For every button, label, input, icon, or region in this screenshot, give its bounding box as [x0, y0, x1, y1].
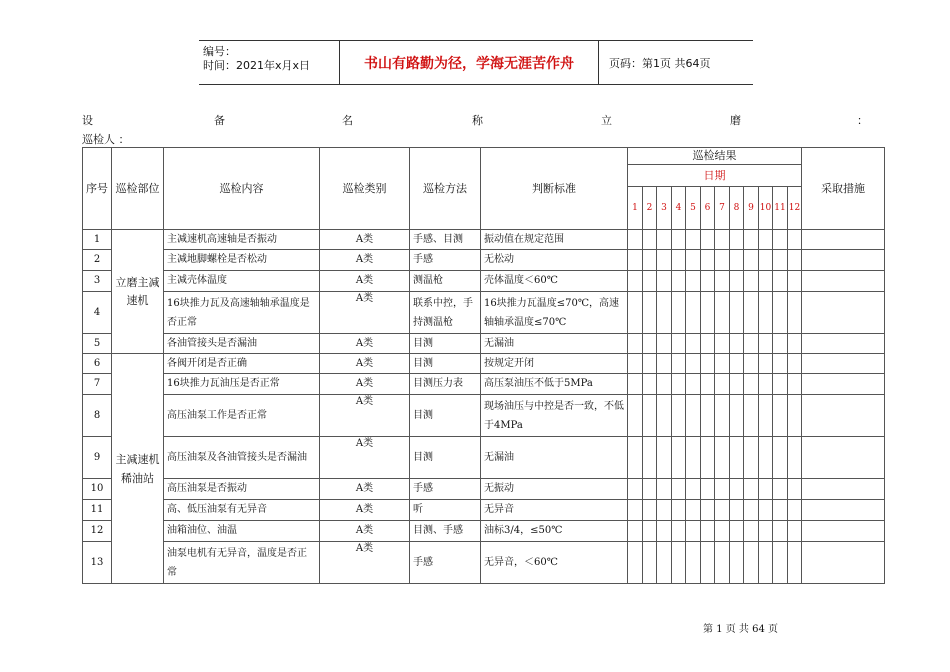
check-cell[interactable]: [686, 542, 701, 584]
check-cell[interactable]: [788, 374, 802, 395]
check-cell[interactable]: [628, 292, 643, 334]
check-cell[interactable]: [686, 271, 701, 292]
row-category: A类: [320, 250, 410, 271]
measures-cell[interactable]: [802, 271, 885, 292]
check-cell[interactable]: [788, 521, 802, 542]
measures-cell[interactable]: [802, 521, 885, 542]
check-cell[interactable]: [701, 271, 715, 292]
check-cell[interactable]: [672, 437, 686, 479]
table-row: [83, 250, 885, 271]
check-cell[interactable]: [730, 374, 744, 395]
header-category: 巡检类别: [320, 148, 410, 230]
date-number: 3: [657, 187, 672, 230]
measures-cell[interactable]: [802, 479, 885, 500]
title-char: ：: [857, 114, 868, 127]
check-cell[interactable]: [715, 250, 730, 271]
check-cell[interactable]: [759, 334, 773, 354]
measures-cell[interactable]: [802, 437, 885, 479]
check-cell[interactable]: [628, 395, 643, 437]
date-number: 5: [686, 187, 701, 230]
check-cell[interactable]: [715, 521, 730, 542]
check-cell[interactable]: [730, 479, 744, 500]
check-cell[interactable]: [773, 271, 788, 292]
check-cell[interactable]: [686, 437, 701, 479]
row-seq: 5: [83, 334, 112, 354]
measures-cell[interactable]: [802, 395, 885, 437]
date-number: 9: [744, 187, 759, 230]
check-cell[interactable]: [701, 334, 715, 354]
check-cell[interactable]: [701, 230, 715, 250]
date-number: 10: [759, 187, 773, 230]
check-cell[interactable]: [788, 271, 802, 292]
check-cell[interactable]: [672, 292, 686, 334]
inspection-table: [82, 147, 885, 584]
check-cell[interactable]: [701, 521, 715, 542]
check-cell[interactable]: [744, 374, 759, 395]
check-cell[interactable]: [643, 292, 657, 334]
check-cell[interactable]: [628, 271, 643, 292]
check-cell[interactable]: [628, 437, 643, 479]
title-char: 磨: [730, 114, 741, 127]
table-row: [83, 542, 885, 584]
title-char: 立: [601, 114, 612, 127]
check-cell[interactable]: [628, 542, 643, 584]
row-category: A类: [320, 395, 410, 437]
date-number: 6: [701, 187, 715, 230]
check-cell[interactable]: [686, 292, 701, 334]
header-measures: 采取措施: [802, 148, 885, 230]
check-cell[interactable]: [773, 230, 788, 250]
check-cell[interactable]: [628, 374, 643, 395]
check-cell[interactable]: [672, 500, 686, 521]
header-part: 巡检部位: [112, 148, 164, 230]
check-cell[interactable]: [744, 230, 759, 250]
check-cell[interactable]: [759, 479, 773, 500]
row-content: 各阀开闭是否正确: [164, 354, 320, 374]
check-cell[interactable]: [730, 250, 744, 271]
check-cell[interactable]: [657, 250, 672, 271]
inspector-label: 巡检人 ：: [82, 133, 130, 146]
check-cell[interactable]: [672, 230, 686, 250]
check-cell[interactable]: [643, 271, 657, 292]
row-method: 目测、手感: [410, 521, 481, 542]
check-cell[interactable]: [788, 334, 802, 354]
row-content: 高压油泵工作是否正常: [164, 395, 320, 437]
measures-cell[interactable]: [802, 354, 885, 374]
check-cell[interactable]: [773, 500, 788, 521]
check-cell[interactable]: [744, 479, 759, 500]
check-cell[interactable]: [773, 542, 788, 584]
header-result: 巡检结果: [628, 148, 802, 165]
row-category: A类: [320, 437, 410, 479]
check-cell[interactable]: [701, 292, 715, 334]
check-cell[interactable]: [788, 542, 802, 584]
check-cell[interactable]: [686, 374, 701, 395]
check-cell[interactable]: [643, 500, 657, 521]
measures-cell[interactable]: [802, 250, 885, 271]
row-content: 高压油泵是否振动: [164, 479, 320, 500]
check-cell[interactable]: [773, 479, 788, 500]
row-seq: 10: [83, 479, 112, 500]
row-category: A类: [320, 542, 410, 584]
row-content: 16块推力瓦油压是否正常: [164, 374, 320, 395]
title-char: 备: [214, 114, 225, 127]
check-cell[interactable]: [643, 395, 657, 437]
check-cell[interactable]: [730, 271, 744, 292]
row-category: A类: [320, 374, 410, 395]
check-cell[interactable]: [730, 542, 744, 584]
table-row: [83, 334, 885, 354]
check-cell[interactable]: [788, 250, 802, 271]
page-footer: 第 1 页 共 64 页: [703, 624, 778, 635]
check-cell[interactable]: [672, 395, 686, 437]
check-cell[interactable]: [657, 437, 672, 479]
table-row: [83, 292, 885, 334]
row-standard: 壳体温度＜60℃: [481, 271, 628, 292]
check-cell[interactable]: [744, 250, 759, 271]
document-time-label: 时间：2021年x月x日: [203, 59, 311, 72]
check-cell[interactable]: [759, 395, 773, 437]
date-number: 8: [730, 187, 744, 230]
check-cell[interactable]: [672, 250, 686, 271]
table-row: [83, 395, 885, 437]
check-cell[interactable]: [628, 354, 643, 374]
check-cell[interactable]: [788, 437, 802, 479]
measures-cell[interactable]: [802, 334, 885, 354]
table-row: [83, 354, 885, 374]
row-seq: 3: [83, 271, 112, 292]
check-cell[interactable]: [715, 292, 730, 334]
row-seq: 13: [83, 542, 112, 584]
check-cell[interactable]: [759, 292, 773, 334]
check-cell[interactable]: [744, 437, 759, 479]
group-part: 立磨主减速机: [112, 230, 164, 354]
check-cell[interactable]: [686, 521, 701, 542]
date-number: 1: [628, 187, 643, 230]
row-content: 高、低压油泵有无异音: [164, 500, 320, 521]
row-category: A类: [320, 500, 410, 521]
row-method: 目测: [410, 354, 481, 374]
row-seq: 8: [83, 395, 112, 437]
check-cell[interactable]: [643, 437, 657, 479]
measures-cell[interactable]: [802, 374, 885, 395]
check-cell[interactable]: [788, 292, 802, 334]
check-cell[interactable]: [715, 374, 730, 395]
check-cell[interactable]: [715, 479, 730, 500]
check-cell[interactable]: [657, 542, 672, 584]
check-cell[interactable]: [715, 334, 730, 354]
row-category: A类: [320, 521, 410, 542]
row-standard: 现场油压与中控是否一致，不低于4MPa: [481, 395, 628, 437]
check-cell[interactable]: [773, 354, 788, 374]
row-seq: 1: [83, 230, 112, 250]
row-content: 油箱油位、油温: [164, 521, 320, 542]
table-row: [83, 437, 885, 479]
check-cell[interactable]: [701, 500, 715, 521]
check-cell[interactable]: [730, 292, 744, 334]
check-cell[interactable]: [643, 354, 657, 374]
row-method: 目测: [410, 334, 481, 354]
row-content: 主减速机高速轴是否振动: [164, 230, 320, 250]
check-cell[interactable]: [686, 230, 701, 250]
check-cell[interactable]: [672, 374, 686, 395]
check-cell[interactable]: [701, 374, 715, 395]
check-cell[interactable]: [701, 479, 715, 500]
row-method: 听: [410, 500, 481, 521]
check-cell[interactable]: [759, 542, 773, 584]
check-cell[interactable]: [788, 395, 802, 437]
check-cell[interactable]: [657, 374, 672, 395]
check-cell[interactable]: [773, 250, 788, 271]
check-cell[interactable]: [628, 521, 643, 542]
check-cell[interactable]: [657, 500, 672, 521]
check-cell[interactable]: [730, 437, 744, 479]
row-category: A类: [320, 292, 410, 334]
check-cell[interactable]: [643, 334, 657, 354]
row-standard: 无漏油: [481, 437, 628, 479]
row-method: 手感: [410, 250, 481, 271]
check-cell[interactable]: [701, 354, 715, 374]
check-cell[interactable]: [657, 354, 672, 374]
row-method: 目测压力表: [410, 374, 481, 395]
row-standard: 无振动: [481, 479, 628, 500]
check-cell[interactable]: [759, 500, 773, 521]
row-standard: 振动值在规定范围: [481, 230, 628, 250]
check-cell[interactable]: [759, 374, 773, 395]
date-number: 7: [715, 187, 730, 230]
row-category: A类: [320, 354, 410, 374]
check-cell[interactable]: [730, 521, 744, 542]
check-cell[interactable]: [759, 271, 773, 292]
check-cell[interactable]: [744, 542, 759, 584]
row-method: 测温枪: [410, 271, 481, 292]
check-cell[interactable]: [628, 479, 643, 500]
check-cell[interactable]: [730, 334, 744, 354]
check-cell[interactable]: [628, 250, 643, 271]
check-cell[interactable]: [773, 374, 788, 395]
header-page-label: [605, 41, 753, 84]
table-row: [83, 521, 885, 542]
row-seq: 11: [83, 500, 112, 521]
header-date: 日期: [628, 165, 802, 187]
row-standard: 油标3/4，≤50℃: [481, 521, 628, 542]
check-cell[interactable]: [643, 374, 657, 395]
row-seq: 2: [83, 250, 112, 271]
check-cell[interactable]: [657, 292, 672, 334]
check-cell[interactable]: [788, 500, 802, 521]
check-cell[interactable]: [773, 292, 788, 334]
check-cell[interactable]: [715, 271, 730, 292]
check-cell[interactable]: [788, 354, 802, 374]
check-cell[interactable]: [657, 334, 672, 354]
check-cell[interactable]: [730, 230, 744, 250]
check-cell[interactable]: [715, 395, 730, 437]
check-cell[interactable]: [686, 354, 701, 374]
group-part: 主减速机稀油站: [112, 354, 164, 584]
row-category: A类: [320, 271, 410, 292]
check-cell[interactable]: [686, 500, 701, 521]
check-cell[interactable]: [773, 395, 788, 437]
date-number: 2: [643, 187, 657, 230]
header-slogan: 书山有路勤为径，学海无涯苦作舟: [339, 41, 599, 84]
row-seq: 12: [83, 521, 112, 542]
check-cell[interactable]: [715, 542, 730, 584]
row-method: 联系中控，手持测温枪: [410, 292, 481, 334]
check-cell[interactable]: [672, 354, 686, 374]
check-cell[interactable]: [715, 437, 730, 479]
header-meta: [199, 41, 339, 84]
check-cell[interactable]: [744, 292, 759, 334]
row-standard: 无异音: [481, 500, 628, 521]
check-cell[interactable]: [686, 479, 701, 500]
check-cell[interactable]: [744, 395, 759, 437]
title-char: 设: [82, 114, 93, 127]
header-content: 巡检内容: [164, 148, 320, 230]
check-cell[interactable]: [788, 479, 802, 500]
table-row: [83, 271, 885, 292]
row-category: A类: [320, 334, 410, 354]
check-cell[interactable]: [657, 271, 672, 292]
check-cell[interactable]: [744, 334, 759, 354]
date-number: 4: [672, 187, 686, 230]
title-char: 名: [342, 114, 353, 127]
check-cell[interactable]: [628, 334, 643, 354]
measures-cell[interactable]: [802, 500, 885, 521]
measures-cell[interactable]: [802, 292, 885, 334]
date-number: 12: [788, 187, 802, 230]
header-standard: 判断标准: [481, 148, 628, 230]
check-cell[interactable]: [744, 354, 759, 374]
check-cell[interactable]: [657, 230, 672, 250]
row-content: 主减地脚螺栓是否松动: [164, 250, 320, 271]
check-cell[interactable]: [773, 521, 788, 542]
check-cell[interactable]: [701, 437, 715, 479]
table-row: [83, 500, 885, 521]
row-standard: 无漏油: [481, 334, 628, 354]
row-method: 手感: [410, 479, 481, 500]
check-cell[interactable]: [643, 230, 657, 250]
check-cell[interactable]: [715, 354, 730, 374]
header-method: 巡检方法: [410, 148, 481, 230]
row-method: 手感、目测: [410, 230, 481, 250]
check-cell[interactable]: [773, 437, 788, 479]
check-cell[interactable]: [759, 437, 773, 479]
header-seq: 序号: [83, 148, 112, 230]
row-content: 主减壳体温度: [164, 271, 320, 292]
check-cell[interactable]: [672, 542, 686, 584]
measures-cell[interactable]: [802, 230, 885, 250]
check-cell[interactable]: [657, 479, 672, 500]
row-standard: 高压泵油压不低于5MPa: [481, 374, 628, 395]
row-category: A类: [320, 479, 410, 500]
row-standard: 按规定开闭: [481, 354, 628, 374]
row-standard: 无异音，＜60℃: [481, 542, 628, 584]
row-category: A类: [320, 230, 410, 250]
row-seq: 6: [83, 354, 112, 374]
row-content: 高压油泵及各油管接头是否漏油: [164, 437, 320, 479]
check-cell[interactable]: [701, 542, 715, 584]
check-cell[interactable]: [657, 395, 672, 437]
check-cell[interactable]: [672, 479, 686, 500]
check-cell[interactable]: [759, 250, 773, 271]
header-page-text: 页码：第1页 共64页: [609, 56, 711, 70]
check-cell[interactable]: [759, 521, 773, 542]
row-method: 手感: [410, 542, 481, 584]
row-standard: 16块推力瓦温度≤70℃，高速轴轴承温度≤70℃: [481, 292, 628, 334]
check-cell[interactable]: [744, 521, 759, 542]
check-cell[interactable]: [672, 521, 686, 542]
check-cell[interactable]: [628, 230, 643, 250]
title-char: 称: [472, 114, 483, 127]
measures-cell[interactable]: [802, 542, 885, 584]
check-cell[interactable]: [744, 271, 759, 292]
check-cell[interactable]: [730, 500, 744, 521]
check-cell[interactable]: [643, 542, 657, 584]
table-row: [83, 374, 885, 395]
check-cell[interactable]: [686, 395, 701, 437]
table-row: [83, 479, 885, 500]
check-cell[interactable]: [759, 354, 773, 374]
check-cell[interactable]: [686, 250, 701, 271]
row-method: 目测: [410, 395, 481, 437]
check-cell[interactable]: [643, 250, 657, 271]
row-seq: 9: [83, 437, 112, 479]
check-cell[interactable]: [715, 500, 730, 521]
check-cell[interactable]: [773, 334, 788, 354]
row-content: 16块推力瓦及高速轴轴承温度是否正常: [164, 292, 320, 334]
page-header: [199, 40, 753, 85]
check-cell[interactable]: [730, 395, 744, 437]
check-cell[interactable]: [730, 354, 744, 374]
check-cell[interactable]: [643, 521, 657, 542]
check-cell[interactable]: [672, 334, 686, 354]
row-standard: 无松动: [481, 250, 628, 271]
row-method: 目测: [410, 437, 481, 479]
date-number: 11: [773, 187, 788, 230]
document-number-label: 编号：: [203, 45, 236, 58]
check-cell[interactable]: [672, 271, 686, 292]
row-seq: 7: [83, 374, 112, 395]
check-cell[interactable]: [759, 230, 773, 250]
check-cell[interactable]: [701, 395, 715, 437]
check-cell[interactable]: [686, 334, 701, 354]
check-cell[interactable]: [628, 500, 643, 521]
check-cell[interactable]: [643, 479, 657, 500]
row-seq: 4: [83, 292, 112, 334]
check-cell[interactable]: [657, 521, 672, 542]
check-cell[interactable]: [744, 500, 759, 521]
row-content: 油泵电机有无异音，温度是否正常: [164, 542, 320, 584]
check-cell[interactable]: [788, 230, 802, 250]
table-row: [83, 230, 885, 250]
check-cell[interactable]: [715, 230, 730, 250]
row-content: 各油管接头是否漏油: [164, 334, 320, 354]
check-cell[interactable]: [701, 250, 715, 271]
